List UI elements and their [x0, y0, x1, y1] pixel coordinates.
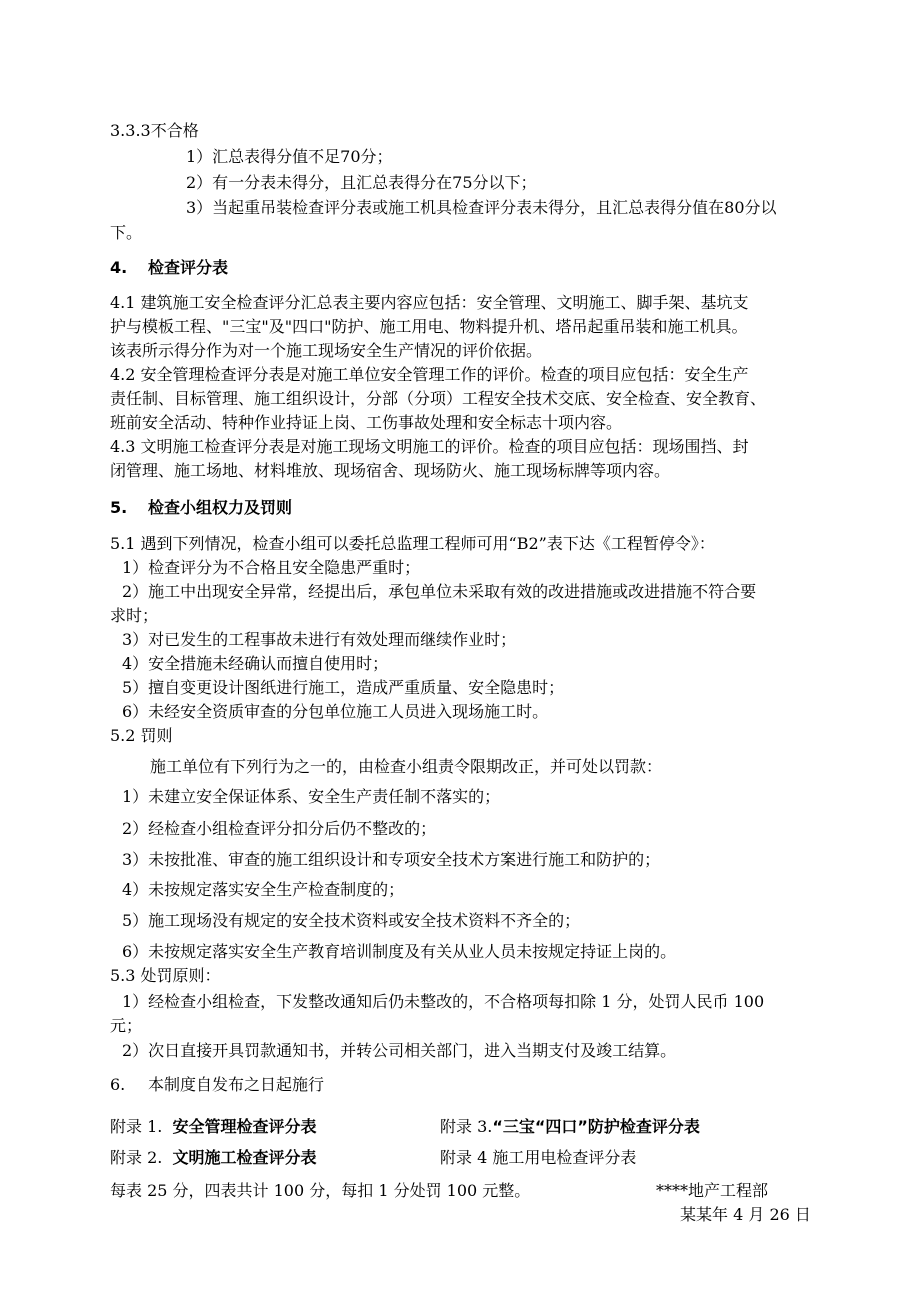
- section-number: 4.: [110, 258, 128, 277]
- paragraph-line: 闭管理、施工场地、材料堆放、现场宿舍、现场防火、施工现场标牌等项内容。: [110, 461, 671, 480]
- paragraph-line: 4.1 建筑施工安全检查评分汇总表主要内容应包括：安全管理、文明施工、脚手架、基坑支: [110, 293, 749, 312]
- section-title: 检查小组权力及罚则: [148, 498, 293, 517]
- list-item: 1）汇总表得分值不足70分；: [186, 147, 393, 166]
- section-5-heading: [110, 497, 292, 519]
- list-item: 3）当起重吊装检查评分表或施工机具检查评分表未得分，且汇总表得分值在80分以: [186, 198, 777, 217]
- appendix-note: 每表 25 分，四表共计 100 分，每扣 1 分处罚 100 元整。: [110, 1181, 531, 1200]
- appendix-prefix: 附录 1.: [110, 1117, 163, 1136]
- list-item-continuation: 求时；: [110, 606, 159, 625]
- paragraph-line: 4.2 安全管理检查评分表是对施工单位安全管理工作的评价。检查的项目应包括：安全生产: [110, 365, 749, 384]
- appendix-prefix: 附录 3.: [440, 1117, 493, 1136]
- subsection-title: 5.3 处罚原则：: [110, 966, 221, 985]
- section-3-3-3-title: 3.3.3不合格: [110, 121, 199, 140]
- paragraph-line: 4.3 文明施工检查评分表是对施工现场文明施工的评价。检查的项目应包括：现场围挡、封: [110, 437, 749, 456]
- section-6-heading: [110, 1074, 324, 1096]
- list-item: 4）未按规定落实安全生产检查制度的；: [122, 880, 405, 899]
- list-item: 6）未按规定落实安全生产教育培训制度及有关从业人员未按规定持证上岗的。: [122, 942, 677, 961]
- paragraph-line: 5.1 遇到下列情况，检查小组可以委托总监理工程师可用“B2”表下达《工程暂停令》：: [110, 534, 715, 553]
- subsection-title: 5.2 罚则: [110, 726, 173, 745]
- appendix-3: [440, 1116, 700, 1138]
- list-item: 5）施工现场没有规定的安全技术资料或安全技术资料不齐全的；: [122, 911, 581, 930]
- list-item: 5）擅自变更设计图纸进行施工，造成严重质量、安全隐患时；: [122, 678, 565, 697]
- appendix-title: 文明施工检查评分表: [172, 1148, 317, 1167]
- list-item-continuation: 下。: [110, 223, 143, 242]
- list-item: 2）有一分表未得分，且汇总表得分在75分以下；: [186, 173, 537, 192]
- issue-date: 某某年 4 月 26 日: [680, 1205, 811, 1224]
- list-item: 6）未经安全资质审查的分包单位施工人员进入现场施工时。: [122, 702, 549, 721]
- list-item: 1）检查评分为不合格且安全隐患严重时；: [122, 558, 421, 577]
- list-item: 2）施工中出现安全异常，经提出后，承包单位未采取有效的改进措施或改进措施不符合要: [122, 582, 757, 601]
- list-item: 2）次日直接开具罚款通知书，并转公司相关部门，进入当期支付及竣工结算。: [122, 1041, 677, 1060]
- list-item: 1）经检查小组检查，下发整改通知后仍未整改的，不合格项每扣除 1 分，处罚人民币 100: [122, 992, 765, 1011]
- section-number: 5.: [110, 498, 128, 517]
- paragraph-line: 责任制、目标管理、施工组织设计，分部（分项）工程安全技术交底、安全检查、安全教育、: [110, 389, 767, 408]
- paragraph-line: 护与模板工程、"三宝"及"四口"防护、施工用电、物料提升机、塔吊起重吊装和施工机具。: [110, 317, 748, 336]
- appendix-4: 附录 4 施工用电检查评分表: [440, 1148, 637, 1167]
- list-item: 4）安全措施未经确认而擅自使用时；: [122, 654, 389, 673]
- list-item: 3）未按批准、审查的施工组织设计和专项安全技术方案进行施工和防护的；: [122, 850, 661, 869]
- section-title: 本制度自发布之日起施行: [148, 1075, 325, 1094]
- appendix-1: [110, 1116, 317, 1138]
- section-4-heading: [110, 257, 228, 279]
- paragraph-line: 班前安全活动、特种作业持证上岗、工伤事故处理和安全标志十项内容。: [110, 413, 623, 432]
- appendix-prefix: 附录 2.: [110, 1148, 163, 1167]
- list-item: 2）经检查小组检查评分扣分后仍不整改的；: [122, 819, 437, 838]
- appendix-2: [110, 1147, 317, 1169]
- appendix-title: 安全管理检查评分表: [172, 1117, 317, 1136]
- list-item-continuation: 元；: [110, 1016, 143, 1035]
- issuer: ****地产工程部: [656, 1181, 769, 1200]
- section-number: 6.: [110, 1075, 126, 1094]
- list-item: 1）未建立安全保证体系、安全生产责任制不落实的；: [122, 787, 501, 806]
- paragraph-line: 施工单位有下列行为之一的，由检查小组责令限期改正，并可处以罚款：: [150, 757, 663, 776]
- paragraph-line: 该表所示得分作为对一个施工现场安全生产情况的评价依据。: [110, 341, 543, 360]
- section-title: 检查评分表: [148, 258, 229, 277]
- list-item: 3）对已发生的工程事故未进行有效处理而继续作业时；: [122, 630, 517, 649]
- appendix-title: “三宝“四口”防护检查评分表: [492, 1117, 700, 1136]
